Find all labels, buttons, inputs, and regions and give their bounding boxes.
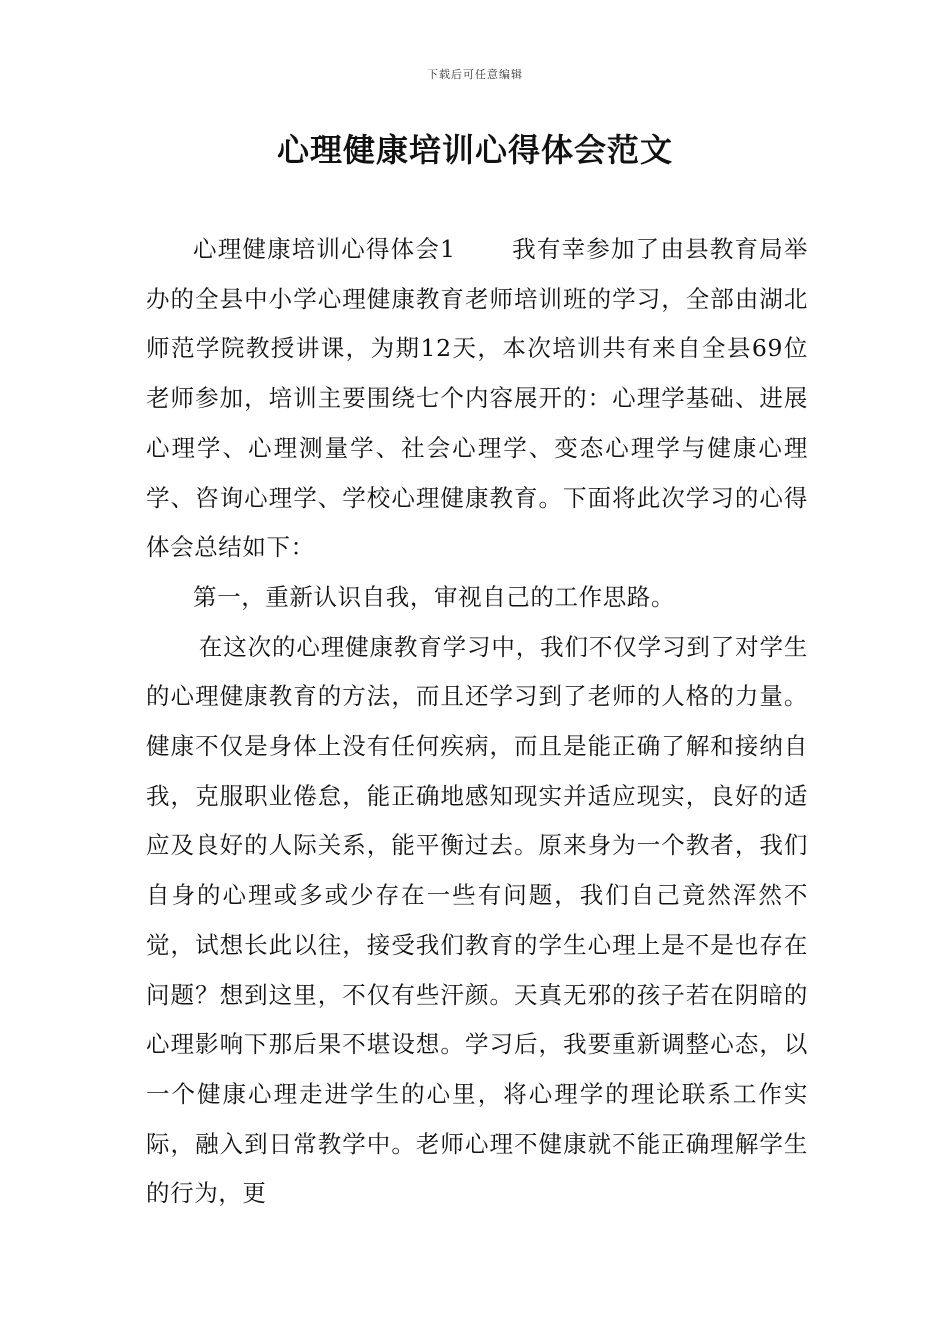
paragraph-1-text: 我有幸参加了由县教育局举办的全县中小学心理健康教育老师培训班的学习，全部由湖北师范学院教授讲课，为期12天，本次培训共有来自全县69位老师参加，培训主要围绕七个内容展开的：心理学基础、进展心理学、心理测量学、社会心理学、变态心理学与健康心理学、咨询心理学、学校心理健康教育。下面将此次学习的心得体会总结如下： <box>146 235 808 562</box>
document-body <box>146 225 808 1219</box>
paragraph-1 <box>146 225 808 573</box>
paragraph-2: 第一，重新认识自我，审视自己的工作思路。 <box>193 582 675 611</box>
paragraph-3: 在这次的心理健康教育学习中，我们不仅学习到了对学生的心理健康教育的方法，而且还学习到了老师的人格的力量。健康不仅是身体上没有任何疾病，而且是能正确了解和接纳自我，克服职业倦怠，能正确地感知现实并适应现实，良好的适应及良好的人际关系，能平衡过去。原来身为一个教者，我们自身的心理或多或少存在一些有问题，我们自己竟然浑然不觉，试想长此以往，接受我们教育的学生心理上是不是也存在问题？想到这里，不仅有些汗颜。天真无邪的孩子若在阴暗的心理影响下那后果不堪设想。学习后，我要重新调整心态，以一个健康心理走进学生的心里，将心理学的理论联系工作实际，融入到日常教学中。老师心理不健康就不能正确理解学生的行为，更 <box>146 632 808 1208</box>
header-note: 下载后可任意编辑 <box>427 68 523 81</box>
document-title: 心理健康培训心得体会范文 <box>276 131 673 169</box>
paragraph-1-lead: 心理健康培训心得体会1 <box>193 235 456 263</box>
